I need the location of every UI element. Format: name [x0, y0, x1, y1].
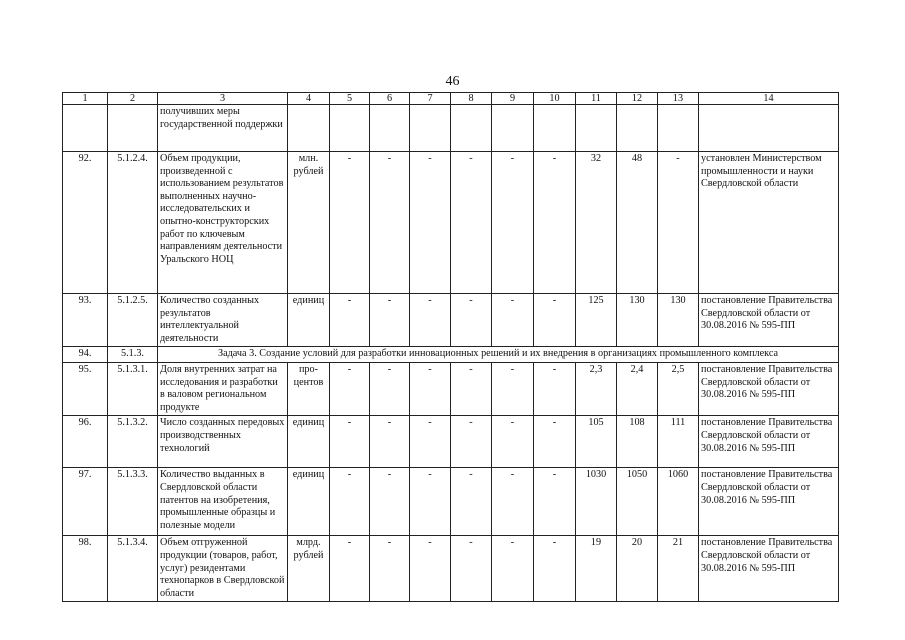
value-cell: - [451, 152, 492, 294]
cell [330, 105, 370, 152]
unit-cell: млрд. рублей [288, 536, 330, 602]
header-cell: 11 [576, 93, 617, 105]
header-cell: 10 [534, 93, 576, 105]
value-cell: 21 [658, 536, 699, 602]
cell [576, 105, 617, 152]
cell [451, 105, 492, 152]
cell [658, 105, 699, 152]
source-cell: постановление Правительства Свердловской области от 30.08.2016 № 595-ПП [699, 294, 839, 347]
value-cell: - [451, 468, 492, 536]
table-row [63, 416, 839, 468]
value-cell: - [330, 536, 370, 602]
value-cell: - [410, 536, 451, 602]
indicator-name: Число созданных передовых производственных технологий [158, 416, 288, 468]
header-cell: 4 [288, 93, 330, 105]
value-cell: - [492, 416, 534, 468]
row-code: 5.1.3.4. [108, 536, 158, 602]
row-code: 5.1.3.2. [108, 416, 158, 468]
value-cell: - [534, 468, 576, 536]
value-cell: - [534, 294, 576, 347]
value-cell: - [370, 416, 410, 468]
cell [617, 105, 658, 152]
unit-cell: единиц [288, 468, 330, 536]
value-cell: - [410, 468, 451, 536]
row-number: 95. [63, 362, 108, 415]
value-cell: 20 [617, 536, 658, 602]
source-cell: постановление Правительства Свердловской области от 30.08.2016 № 595-ПП [699, 536, 839, 602]
header-cell: 3 [158, 93, 288, 105]
value-cell: 48 [617, 152, 658, 294]
cell [370, 105, 410, 152]
source-cell: установлен Министерством промышленности и науки Свердловской области [699, 152, 839, 294]
header-cell: 12 [617, 93, 658, 105]
value-cell: - [410, 362, 451, 415]
value-cell: 130 [617, 294, 658, 347]
cell [534, 105, 576, 152]
unit-cell: млн. рублей [288, 152, 330, 294]
cell [699, 105, 839, 152]
table-row [63, 152, 839, 294]
value-cell: - [534, 362, 576, 415]
table-body [63, 93, 839, 602]
indicator-name: Объем продукции, произведенной с использованием результатов выполненных научно-исследовательских и опытно-конструкторских работ по ключевым направлениям деятельности Уральского НОЦ [158, 152, 288, 294]
source-cell: постановление Правительства Свердловской области от 30.08.2016 № 595-ПП [699, 416, 839, 468]
page-number: 46 [445, 74, 460, 89]
table-row [63, 294, 839, 347]
value-cell: - [451, 416, 492, 468]
value-cell: - [492, 362, 534, 415]
row-number: 97. [63, 468, 108, 536]
task-row [63, 347, 839, 363]
value-cell: - [410, 416, 451, 468]
unit-cell: единиц [288, 416, 330, 468]
indicators-table [62, 92, 839, 602]
header-cell: 6 [370, 93, 410, 105]
value-cell: - [370, 536, 410, 602]
value-cell: - [370, 362, 410, 415]
cell [108, 105, 158, 152]
value-cell: 105 [576, 416, 617, 468]
indicator-name: Количество выданных в Свердловской области патентов на изобретения, промышленные образцы и полезные модели [158, 468, 288, 536]
table-row [63, 536, 839, 602]
header-cell: 14 [699, 93, 839, 105]
row-code: 5.1.2.4. [108, 152, 158, 294]
value-cell: - [330, 416, 370, 468]
source-cell: постановление Правительства Свердловской области от 30.08.2016 № 595-ПП [699, 468, 839, 536]
value-cell: 111 [658, 416, 699, 468]
value-cell: - [370, 152, 410, 294]
value-cell: - [330, 152, 370, 294]
row-code: 5.1.3.1. [108, 362, 158, 415]
row-number: 93. [63, 294, 108, 347]
header-cell: 8 [451, 93, 492, 105]
value-cell: 2,4 [617, 362, 658, 415]
table-row [63, 468, 839, 536]
row-number: 96. [63, 416, 108, 468]
indicator-name: получивших меры государственной поддержки [158, 105, 288, 152]
value-cell: - [492, 152, 534, 294]
value-cell: 1030 [576, 468, 617, 536]
row-number: 98. [63, 536, 108, 602]
value-cell: 125 [576, 294, 617, 347]
row-code: 5.1.3.3. [108, 468, 158, 536]
value-cell: - [451, 536, 492, 602]
value-cell: - [492, 468, 534, 536]
value-cell: 2,3 [576, 362, 617, 415]
header-row [63, 93, 839, 105]
value-cell: - [410, 294, 451, 347]
value-cell: - [330, 294, 370, 347]
header-cell: 13 [658, 93, 699, 105]
row-code: 5.1.2.5. [108, 294, 158, 347]
value-cell: - [410, 152, 451, 294]
value-cell: - [658, 152, 699, 294]
header-cell: 7 [410, 93, 451, 105]
value-cell: 108 [617, 416, 658, 468]
cell [410, 105, 451, 152]
value-cell: 32 [576, 152, 617, 294]
value-cell: - [534, 152, 576, 294]
row-number: 94. [63, 347, 108, 363]
indicator-name: Количество созданных результатов интеллектуальной деятельности [158, 294, 288, 347]
value-cell: - [370, 294, 410, 347]
task-title: Задача 3. Создание условий для разработки инновационных решений и их внедрения в организациях промышленного комплекса [158, 347, 839, 363]
cell [63, 105, 108, 152]
value-cell: - [534, 416, 576, 468]
value-cell: - [451, 362, 492, 415]
value-cell: - [370, 468, 410, 536]
unit-cell: про-центов [288, 362, 330, 415]
indicator-name: Доля внутренних затрат на исследования и разработки в валовом региональном продукте [158, 362, 288, 415]
value-cell: 130 [658, 294, 699, 347]
value-cell: 1050 [617, 468, 658, 536]
indicator-name: Объем отгруженной продукции (товаров, работ, услуг) резидентами технопарков в Свердловской области [158, 536, 288, 602]
cell [492, 105, 534, 152]
header-cell: 5 [330, 93, 370, 105]
value-cell: 1060 [658, 468, 699, 536]
value-cell: - [330, 468, 370, 536]
cell [288, 105, 330, 152]
value-cell: - [330, 362, 370, 415]
value-cell: - [492, 536, 534, 602]
unit-cell: единиц [288, 294, 330, 347]
row-number: 92. [63, 152, 108, 294]
header-cell: 1 [63, 93, 108, 105]
continuation-row [63, 105, 839, 152]
value-cell: - [451, 294, 492, 347]
value-cell: - [492, 294, 534, 347]
source-cell: постановление Правительства Свердловской области от 30.08.2016 № 595-ПП [699, 362, 839, 415]
row-code: 5.1.3. [108, 347, 158, 363]
table-row [63, 362, 839, 415]
value-cell: 2,5 [658, 362, 699, 415]
value-cell: 19 [576, 536, 617, 602]
header-cell: 2 [108, 93, 158, 105]
value-cell: - [534, 536, 576, 602]
header-cell: 9 [492, 93, 534, 105]
